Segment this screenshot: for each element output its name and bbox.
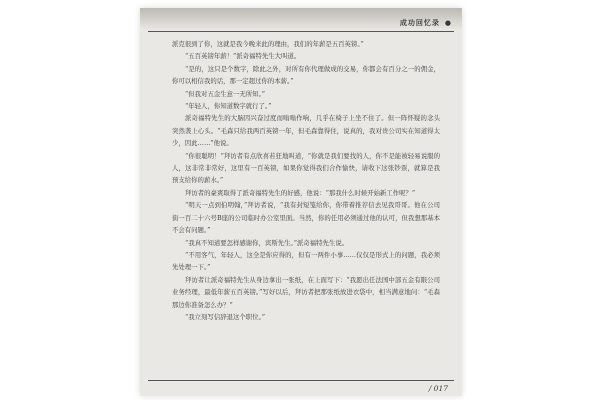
paragraph: “五百英镑年薪！”派奇福特先生大叫道。 [185, 52, 301, 61]
paragraph: “我立刻写信辞退这个职位。” [185, 312, 266, 321]
running-header [140, 18, 452, 28]
paragraph: 拜访者的豪爽取得了派奇福特先生的好感，他说：“那我什么时候开始新工作呢？” [185, 188, 416, 197]
paragraph: “你很聪明！”拜访者有点欣喜若狂地叫道，“你就是我们要找的人，你不是能被轻易说服的人，这非常非常好，这里有一百英镑，如果你觉得我们合作愉快，请收下这张钞票，就算是我预支给你的薪水。” [172, 151, 440, 185]
paragraph: “是的，这只是个数字，除此之外，对所有你代理做成的交易，你都会有百分之一的佣金，你可以相信我的话，那一定超过你的本薪。” [172, 64, 440, 86]
page-number: / 017 [428, 384, 448, 393]
paragraph: “明天一点到伯明翰，”拜访者说，“我有封短笺给你，你带着推荐信去见我哥哥。他在公司街一百二十六号B座的公司临时办公室里面。当然，你的任用必须通过他的认可，但我想那基本不会有问题。” [172, 201, 440, 235]
paragraph: “但我对五金生意一无所知。” [185, 89, 266, 98]
paragraph: “年轻人，你知道数字就行了。” [185, 102, 272, 111]
paragraph: “不用客气，年轻人，这全是你应得的，但有一两件小事……仅仅是形式上的问题，我必须先处理一下。” [172, 250, 440, 272]
paragraph: 派奇福特先生的大脑因兴奋过度而嗡嗡作响，几乎在椅子上坐不住了。但一阵怀疑的念头突然袭上心头。“毛森只给我两百英镑一年，但毛森靠得住，说真的，我对贵公司实在知道得太少，因此……”他说。 [172, 114, 440, 148]
paragraph: 派克很到了你，这就是我今晚来此的理由，我们的年薪是五百英镑。” [172, 40, 364, 48]
header-rule [148, 31, 454, 32]
running-title: 成功回忆录 [399, 18, 440, 27]
paragraph: 拜访者让派奇福特先生从身边拿出一张纸，在上面写下：“我愿出任法国中部五金有限公司业务经理，最低年薪五百英镑。”写好以后，拜访者把那张纸放进衣袋中，相当满意地问：“毛森那边你准备怎么办？” [172, 275, 440, 309]
page-body-text [172, 38, 440, 323]
header-ornament-icon: ● [444, 18, 452, 27]
footer-rule [148, 380, 454, 381]
paragraph: “我真不知道要怎样感谢你，宾斯先生。”派奇福特先生说。 [185, 238, 349, 247]
book-page [140, 8, 462, 396]
